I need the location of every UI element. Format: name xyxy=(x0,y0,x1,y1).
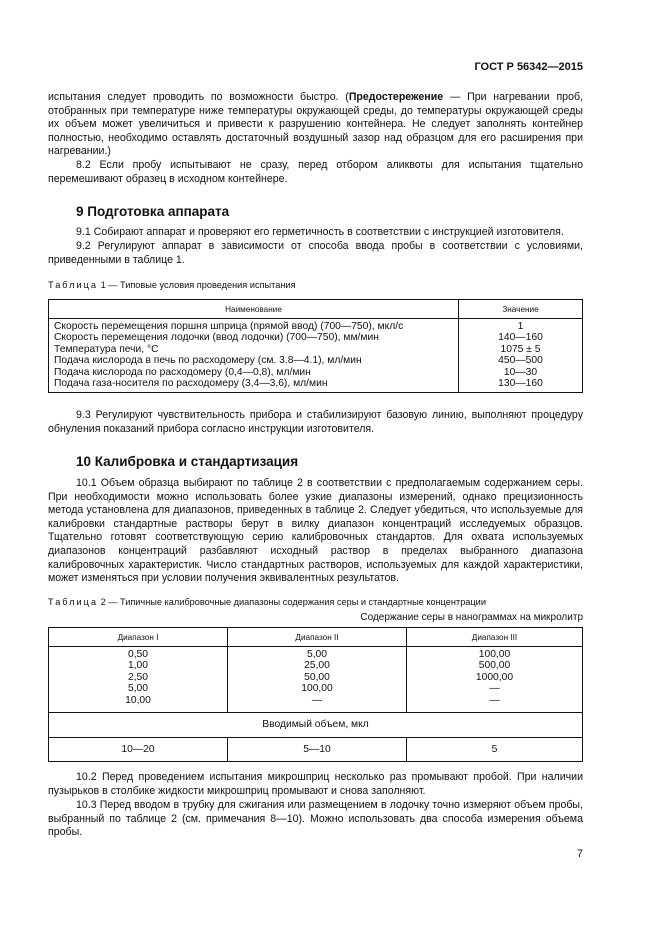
table1-values-cell xyxy=(459,319,583,393)
table2-header-row xyxy=(49,628,583,647)
table1-body-row xyxy=(49,319,583,393)
table1-row-value: 1075 ± 5 xyxy=(500,343,541,355)
table1-caption: Таблица 1 — Типовые условия проведения испытания xyxy=(48,280,296,290)
document-page xyxy=(48,0,583,935)
paragraph-10-3: 10.3 Перед вводом в трубку для сжигания или размещением в лодочку точно измеряют объем пробы, выбранный по таблице 2 (см. примечания 8—10). Можно использовать два способа измерения объема пробы. xyxy=(48,799,583,839)
table2-concentrations-row xyxy=(49,647,583,713)
section-10-heading: 10 Калибровка и стандартизация xyxy=(76,454,299,469)
table1-row-name: Скорость перемещения поршня шприца (прямой ввод) (700—750), мкл/с xyxy=(54,321,404,332)
table2-col-range-1: Диапазон I xyxy=(49,628,228,647)
table1-row-name: Скорость перемещения лодочки (ввод лодочки) (700—750), мм/мин xyxy=(54,332,379,344)
table1-row-value: 1 xyxy=(517,321,524,332)
table1-row-value: 10—30 xyxy=(503,366,538,378)
warning-label: Предостережение xyxy=(348,91,444,103)
table1-col-name: Наименование xyxy=(49,300,459,319)
table1-header-row xyxy=(49,300,583,319)
table1-row-name: Подача кислорода в печь по расходомеру (см. 3.8—4.1), мл/мин xyxy=(54,355,362,367)
table1-row-name: Подача кислорода по расходомеру (0,4—0,8), мл/мин xyxy=(54,366,311,378)
table2-range-1-cell: 0,50 1,00 2,50 5,00 10,00 xyxy=(49,647,228,713)
table2-volume-row xyxy=(49,738,583,762)
table1-row-name: Температура печи, °С xyxy=(54,343,159,355)
table2-col-range-3: Диапазон III xyxy=(407,628,583,647)
table2-volume-range-3: 5 xyxy=(407,738,583,762)
table2-volume-range-1: 10—20 xyxy=(49,738,228,762)
table2-unit-note: Содержание серы в нанограммах на микролитр xyxy=(360,612,583,623)
table1-row-value: 130—160 xyxy=(498,378,543,390)
table2-caption: Таблица 2 — Типичные калибровочные диапазоны содержания серы и стандартные концентрации xyxy=(48,597,486,607)
standard-code: ГОСТ Р 56342—2015 xyxy=(474,61,583,73)
table2-range-3-cell: 100,00 500,00 1000,00 — — xyxy=(407,647,583,713)
table1-col-value: Значение xyxy=(459,300,583,319)
paragraph-8-2: 8.2 Если пробу испытывают не сразу, перед отбором аликвоты для испытания тщательно перемешивают образец в исходном контейнере. xyxy=(48,159,583,185)
page-number: 7 xyxy=(576,848,583,860)
section-9-heading: 9 Подготовка аппарата xyxy=(76,204,230,219)
table-1 xyxy=(48,299,583,393)
table1-names-cell xyxy=(49,319,459,393)
table1-row-name: Подача газа-носителя по расходомеру (3,4—3,6), мл/мин xyxy=(54,378,328,390)
table2-range-2-cell: 5,00 25,00 50,00 100,00 — xyxy=(228,647,407,713)
table-2 xyxy=(48,627,583,762)
intro-paragraph: испытания следует проводить по возможности быстро. (Предостережение — При нагревании проб, отобранных при температуре ниже температуры окружающей среды, до температуры окружающей среды их объем может увеличиться и привести к разрушению контейнера. Не следует заполнять контейнер полностью, необходимо оставлять достаточный воздушный зазор над образцом для его расширения при нагревании.) xyxy=(48,91,583,158)
table2-volume-label: Вводимый объем, мкл xyxy=(49,713,583,738)
paragraph-9-3: 9.3 Регулируют чувствительность прибора и стабилизируют базовую линию, выполняют процедуру обнуления показаний прибора согласно инструкции изготовителя. xyxy=(48,409,583,435)
paragraph-9-1: 9.1 Собирают аппарат и проверяют его герметичность в соответствии с инструкцией изготовителя. xyxy=(76,226,564,238)
table1-row-value: 450—500 xyxy=(498,355,543,367)
table2-col-range-2: Диапазон II xyxy=(228,628,407,647)
paragraph-9-2: 9.2 Регулируют аппарат в зависимости от способа ввода пробы в соответствии с условиями, приведенными в таблице 1. xyxy=(48,240,583,266)
paragraph-10-2: 10.2 Перед проведением испытания микрошприц несколько раз промывают пробой. При наличии пузырьков в столбике жидкости микрошприц промывают и снова заполняют. xyxy=(48,771,583,797)
paragraph-10-1: 10.1 Объем образца выбирают по таблице 2 в соответствии с предполагаемым содержанием серы. При необходимости можно использовать более узкие диапазоны измерений, однако прецизионность метода установлена для диапазонов, приведенных в таблице 2. Следует убедиться, что используемые для калибровки стандартные растворы берут в вилку диапазон концентраций исследуемых образцов. Тщательно готовят соответствующую серию калибровочных стандартов. Для охвата используемых диапазонов концентраций разбавляют исходный раствор в пределах выбранного диапазона калибровочных характеристик. Число стандартных растворов, используемых для каждой характеристики, может изменяться при условии получения эквивалентных результатов. xyxy=(48,477,583,585)
table2-volume-range-2: 5—10 xyxy=(228,738,407,762)
table2-volume-label-row xyxy=(49,713,583,738)
table1-row-value: 140—160 xyxy=(498,332,543,344)
